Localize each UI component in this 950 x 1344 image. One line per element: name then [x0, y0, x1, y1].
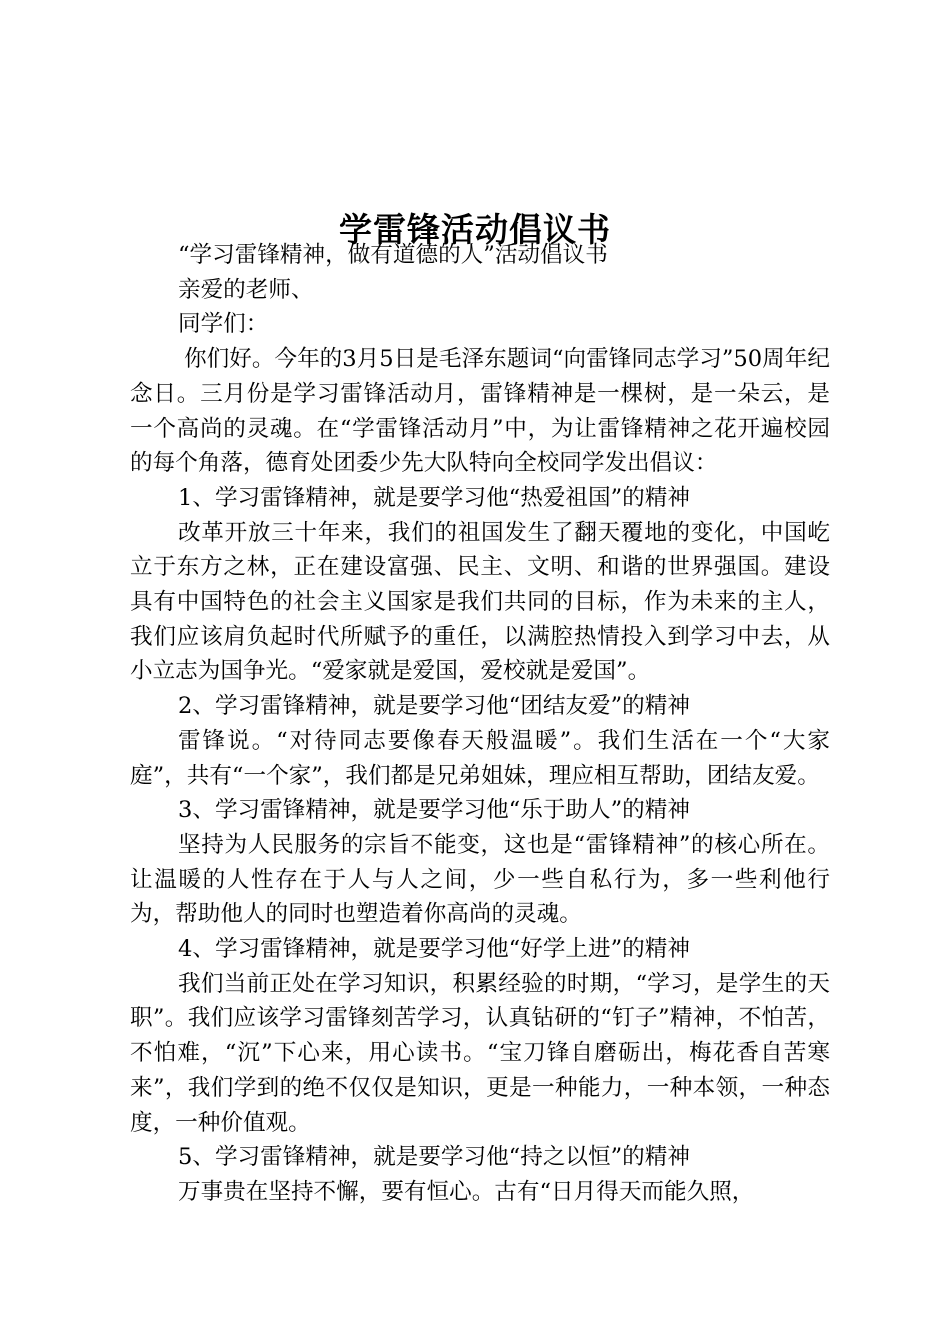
section-heading-2: 2、学习雷锋精神，就是要学习他“团结友爱”的精神 — [178, 693, 690, 720]
section-heading-3: 3、学习雷锋精神，就是要学习他“乐于助人”的精神 — [178, 797, 690, 824]
section-heading-5: 5、学习雷锋精神，就是要学习他“持之以恒”的精神 — [178, 1144, 690, 1171]
salutation-students: 同学们： — [178, 311, 269, 338]
section-heading-4: 4、学习雷锋精神，就是要学习他“好学上进”的精神 — [178, 936, 690, 963]
salutation-teachers: 亲爱的老师、 — [178, 276, 314, 303]
document-body — [130, 238, 830, 1210]
intro-paragraph: 你们好。今年的3月5日是毛泽东题词“向雷锋同志学习”50周年纪念日。三月份是学习雷锋活动月，雷锋精神是一棵树，是一朵云，是一个高尚的灵魂。在“学雷锋活动月”中，为让雷锋精神之花开遍校园的每个角落，德育处团委少先大队特向全校同学发出倡议： — [130, 346, 830, 477]
section-body-4: 我们当前正处在学习知识，积累经验的时期，“学习，是学生的天职”。我们应该学习雷锋刻苦学习，认真钻研的“钉子”精神，不怕苦，不怕难，“沉”下心来，用心读书。“宝刀锋自磨砺出，梅花香自苦寒来”，我们学到的绝不仅仅是知识，更是一种能力，一种本领，一种态度，一种价值观。 — [130, 970, 830, 1136]
section-body-3: 坚持为人民服务的宗旨不能变，这也是“雷锋精神”的核心所在。让温暖的人性存在于人与人之间，少一些自私行为，多一些利他行为，帮助他人的同时也塑造着你高尚的灵魂。 — [130, 831, 830, 928]
section-body-2: 雷锋说。“对待同志要像春天般温暖”。我们生活在一个“大家庭”，共有“一个家”，我们都是兄弟姐妹，理应相互帮助，团结友爱。 — [130, 727, 830, 789]
document-title: 学雷锋活动倡议书 — [339, 210, 611, 250]
subtitle-paragraph: “学习雷锋精神，做有道德的人”活动倡议书 — [178, 242, 608, 268]
section-heading-1: 1、学习雷锋精神，就是要学习他“热爱祖国”的精神 — [178, 484, 690, 511]
section-body-1: 改革开放三十年来，我们的祖国发生了翻天覆地的变化，中国屹立于东方之林，正在建设富强、民主、文明、和谐的世界强国。建设具有中国特色的社会主义国家是我们共同的目标，作为未来的主人，我们应该肩负起时代所赋予的重任，以满腔热情投入到学习中去，从小立志为国争光。“爱家就是爱国，爱校就是爱国”。 — [130, 519, 830, 685]
section-body-5: 万事贵在坚持不懈，要有恒心。古有“日月得天而能久照， — [178, 1178, 755, 1205]
